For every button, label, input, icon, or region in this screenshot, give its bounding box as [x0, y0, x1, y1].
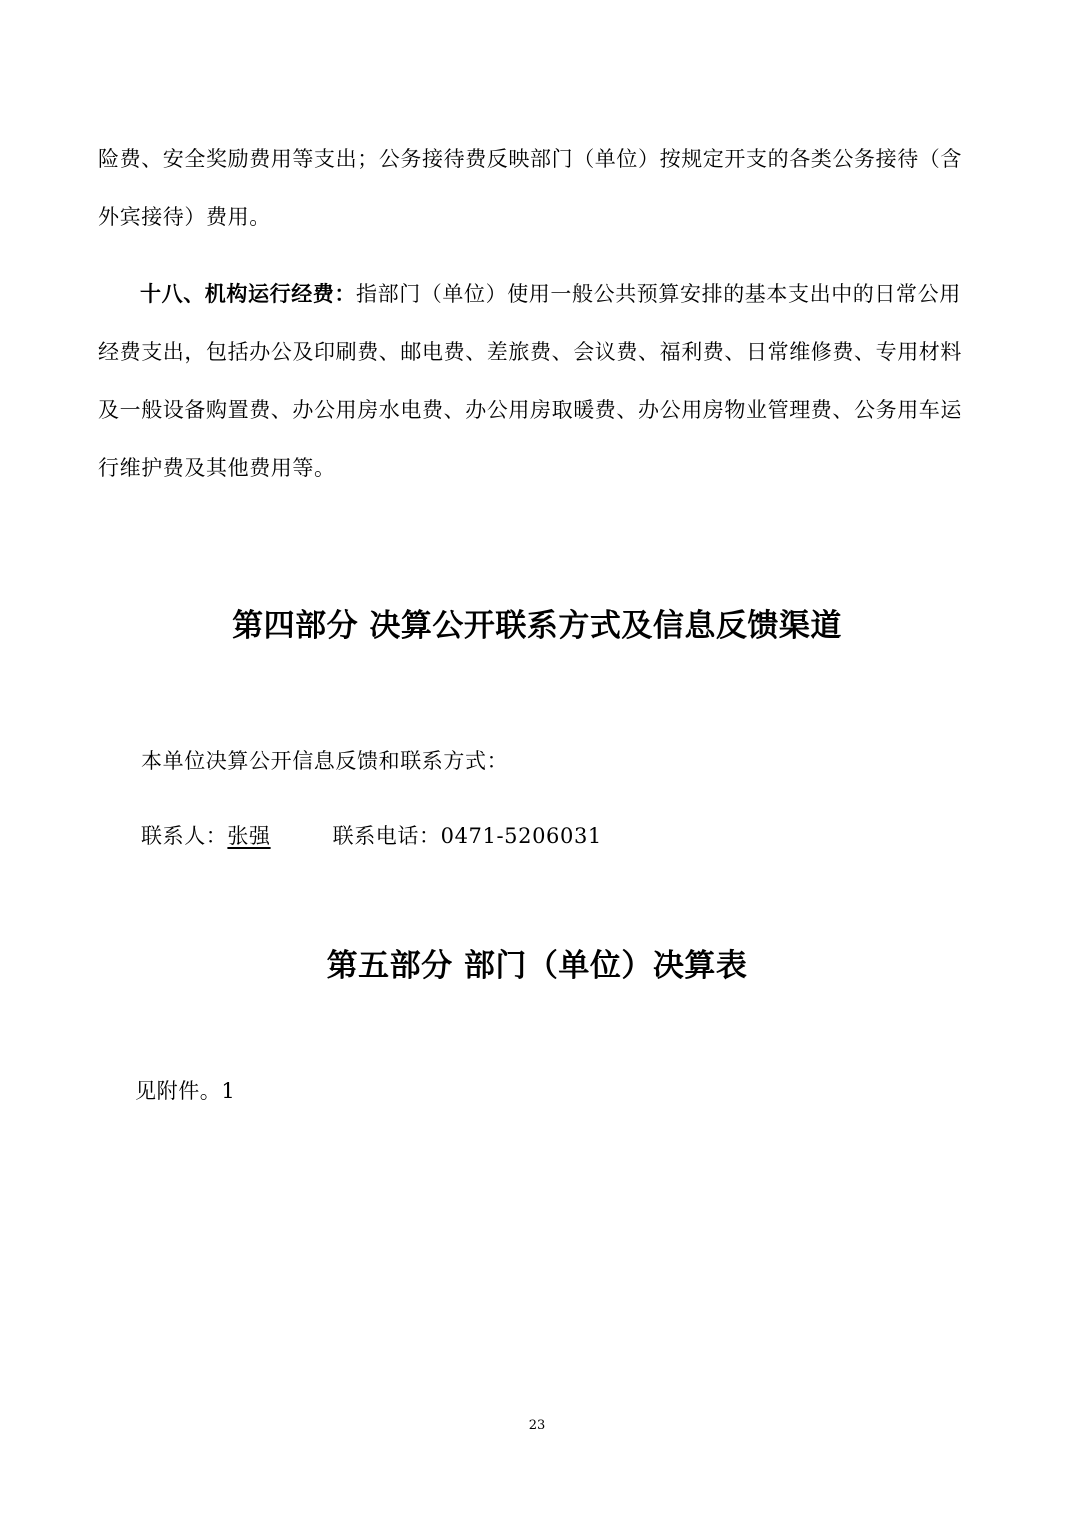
contact-line — [141, 820, 602, 850]
item-18-text: 指部门（单位）使用一般公共预算安排的基本支出中的日常公用经费支出，包括办公及印刷费、邮电费、差旅费、会议费、福利费、日常维修费、专用材料及一般设备购置费、办公用房水电费、办公用房取暖费、办公用房物业管理费、公务用车运行维护费及其他费用等。 — [98, 282, 962, 480]
item-18-label: 十八、机构运行经费： — [140, 281, 356, 306]
attachment-note: 见附件。1 — [135, 1079, 236, 1103]
paragraph-continuation: 险费、安全奖励费用等支出；公务接待费反映部门（单位）按规定开支的各类公务接待（含外宾接待）费用。 — [98, 147, 962, 229]
feedback-intro: 本单位决算公开信息反馈和联系方式： — [141, 749, 509, 773]
paragraph-item-18 — [98, 265, 974, 497]
phone-number: 0471-5206031 — [440, 824, 602, 848]
contact-name: 张强 — [227, 824, 271, 848]
part4-heading: 第四部分 决算公开联系方式及信息反馈渠道 — [232, 608, 842, 644]
part5-heading: 第五部分 部门（单位）决算表 — [326, 948, 748, 984]
contact-label: 联系人： — [141, 824, 228, 848]
page-number: 23 — [528, 1418, 546, 1433]
phone-label: 联系电话： — [332, 824, 441, 848]
